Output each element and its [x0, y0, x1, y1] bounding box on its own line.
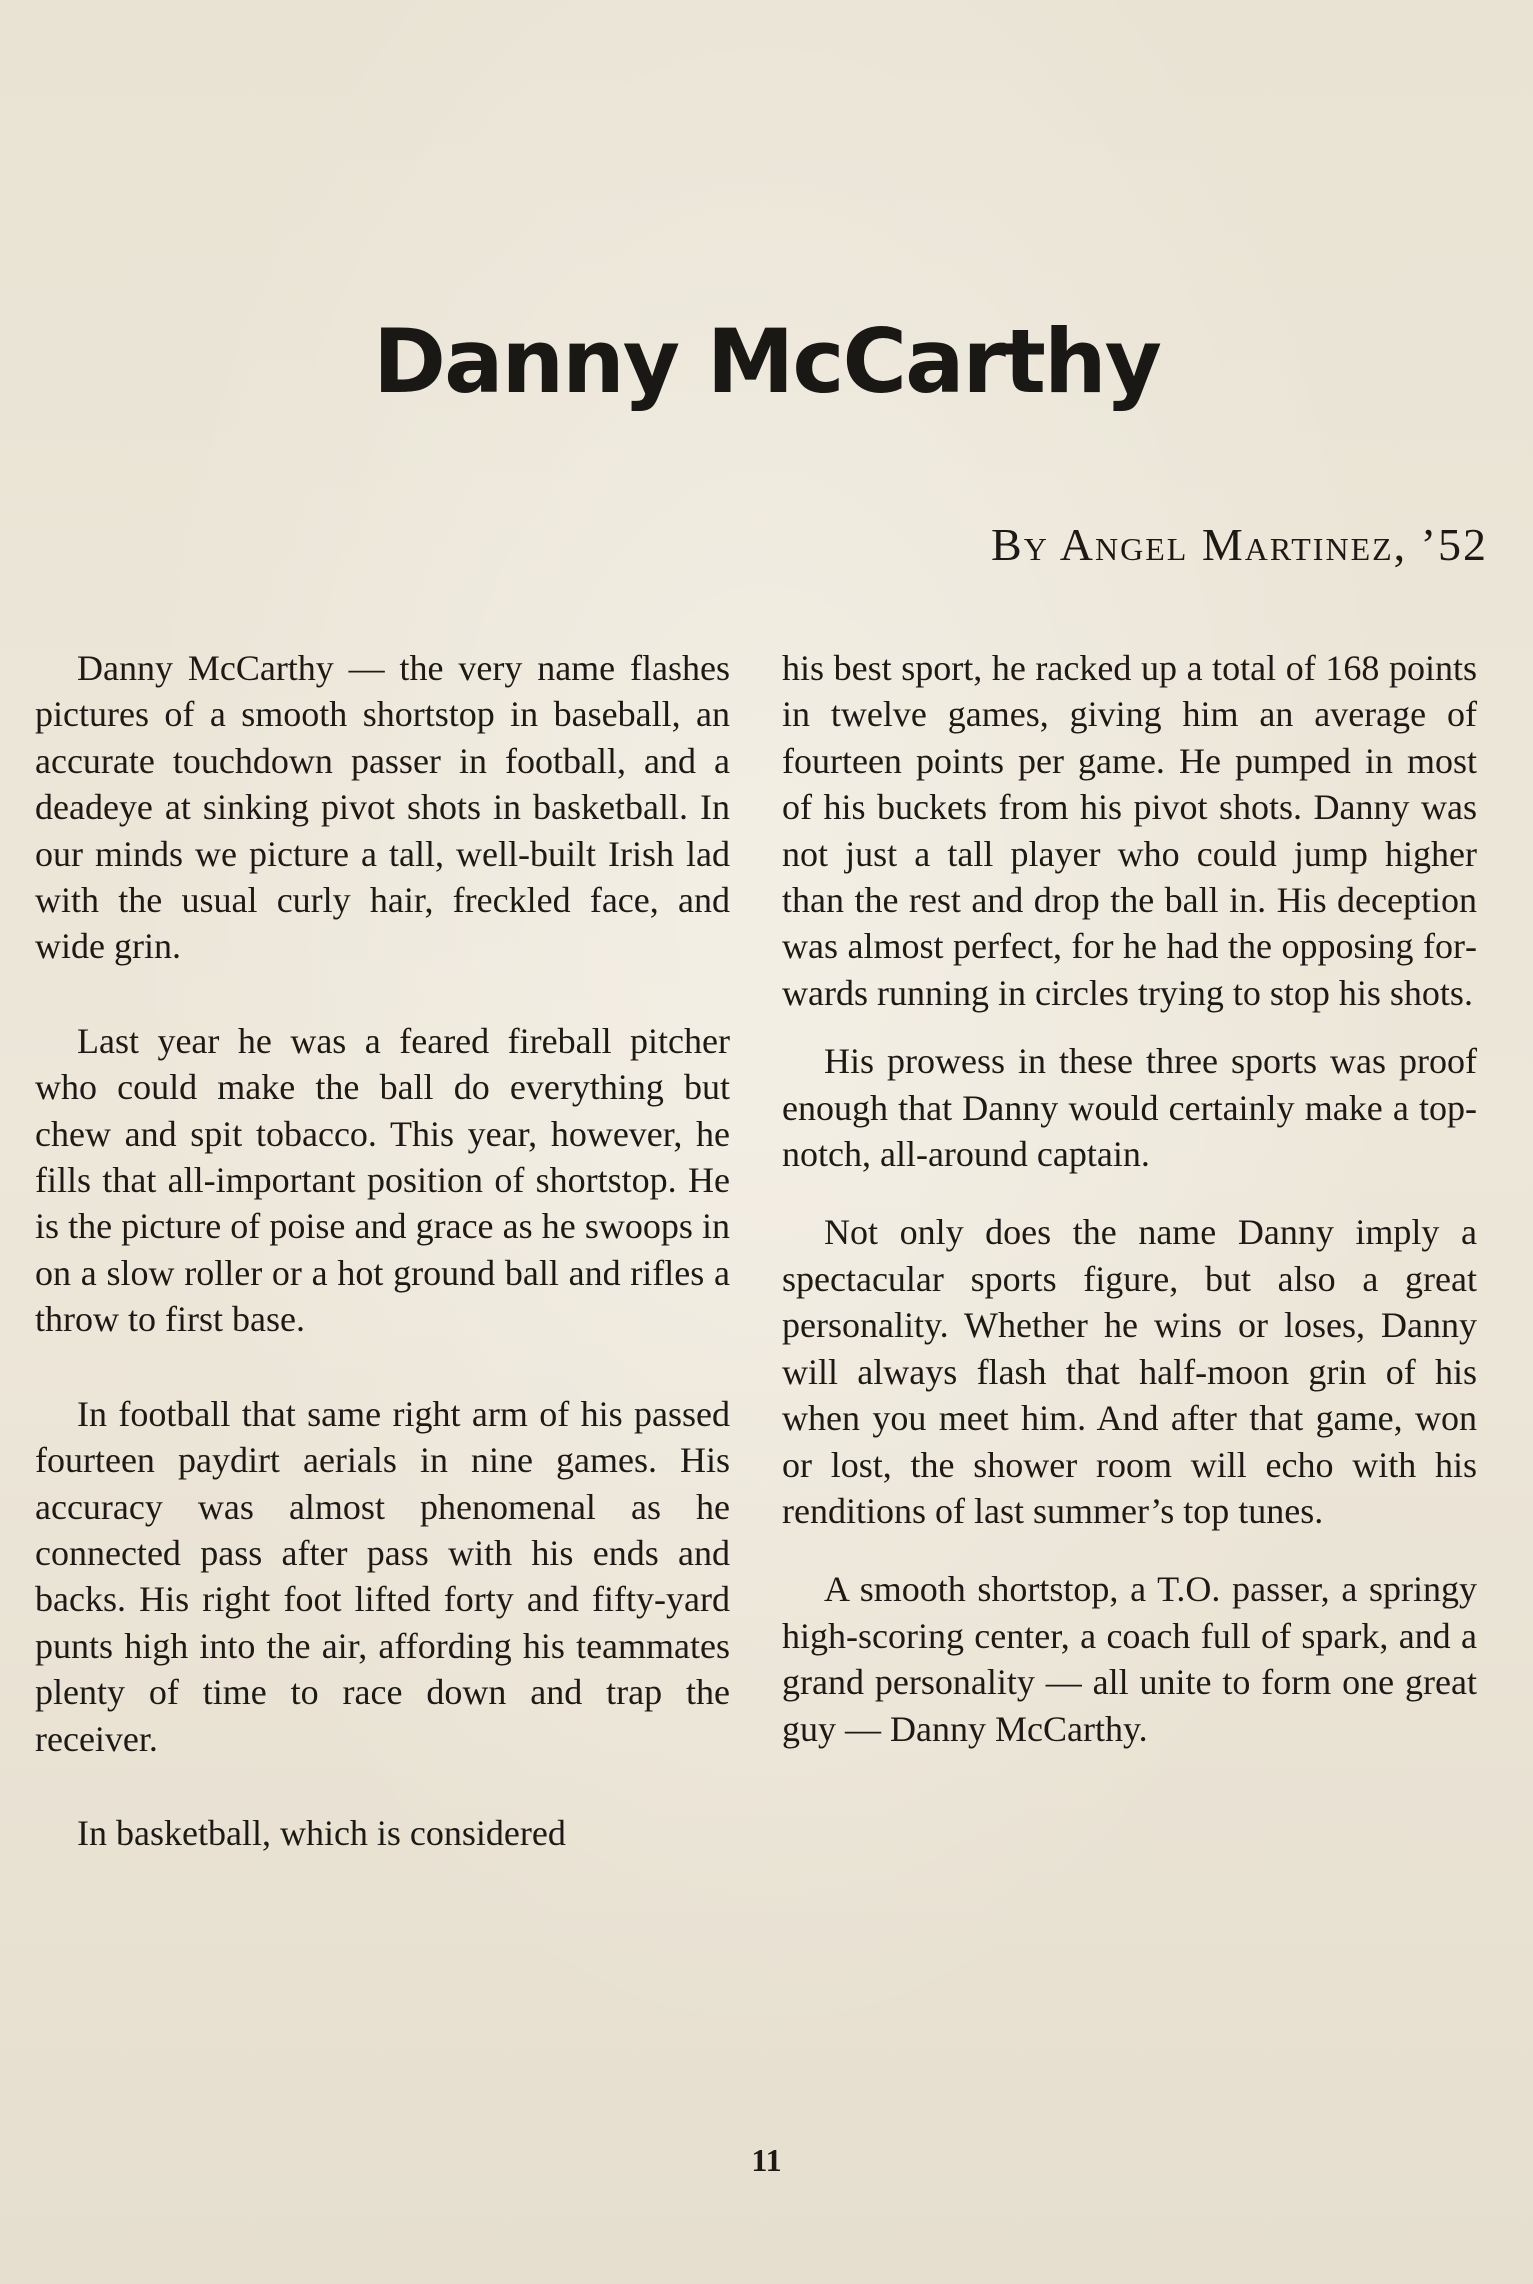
right-column — [782, 645, 1477, 1784]
article-title: Danny McCarthy — [373, 310, 1160, 413]
paragraph: his best sport, he racked up a total of 168 points in twelve games, giving him an average of fourteen points per game. He pumped in most of his buckets from his pivot shots. Danny was not just a tall player who could jump higher than the rest and drop the ball in. His deception was almost perfect, for he had the opposing forwards running in circles trying to stop his shots. — [782, 648, 1477, 1013]
paragraph: His prowess in these three sports was proof enough that Danny would certainly make a top-notch, all-around captain. — [782, 1041, 1477, 1175]
paragraph: Last year he was a feared fireball pitcher who could make the ball do everything but chew and spit tobacco. This year, however, he fills that all-important position of shortstop. He is the picture of poise and grace as he swoops in on a slow roller or a hot ground ball and rifles a throw to first base. — [35, 1020, 730, 1340]
paragraph: In basketball, which is considered — [77, 1812, 566, 1853]
page-number: 11 — [751, 2142, 782, 2178]
paragraph: A smooth shortstop, a T.O. passer, a springy high-scoring center, a coach full of spark, and a grand personality — all unite to form one great guy — Danny McCarthy. — [782, 1569, 1477, 1749]
paragraph: Not only does the name Danny imply a spectacular sports figure, but also a great personality. Whether he wins or loses, Danny will always flash that half-moon grin of his when you meet him. And after that game, won or lost, the shower room will echo with his renditions of last summer’s top tunes. — [782, 1212, 1477, 1531]
left-column — [35, 645, 730, 1888]
article-byline: By Angel Martinez, ’52 — [991, 519, 1488, 570]
paragraph: In football that same right arm of his passed fourteen paydirt aerials in nine games. His accuracy was almost phenomenal as he connected pass after pass with his ends and backs. His right foot lifted forty and fifty-yard punts high into the air, affording his teammates plenty of time to race down and trap the receiver. — [35, 1393, 730, 1759]
paragraph: Danny McCarthy — the very name flashes pictures of a smooth shortstop in baseball, an accurate touchdown passer in football, and a deadeye at sinking pivot shots in basketball. In our minds we picture a tall, well-built Irish lad with the usual curly hair, freckled face, and wide grin. — [35, 648, 730, 967]
